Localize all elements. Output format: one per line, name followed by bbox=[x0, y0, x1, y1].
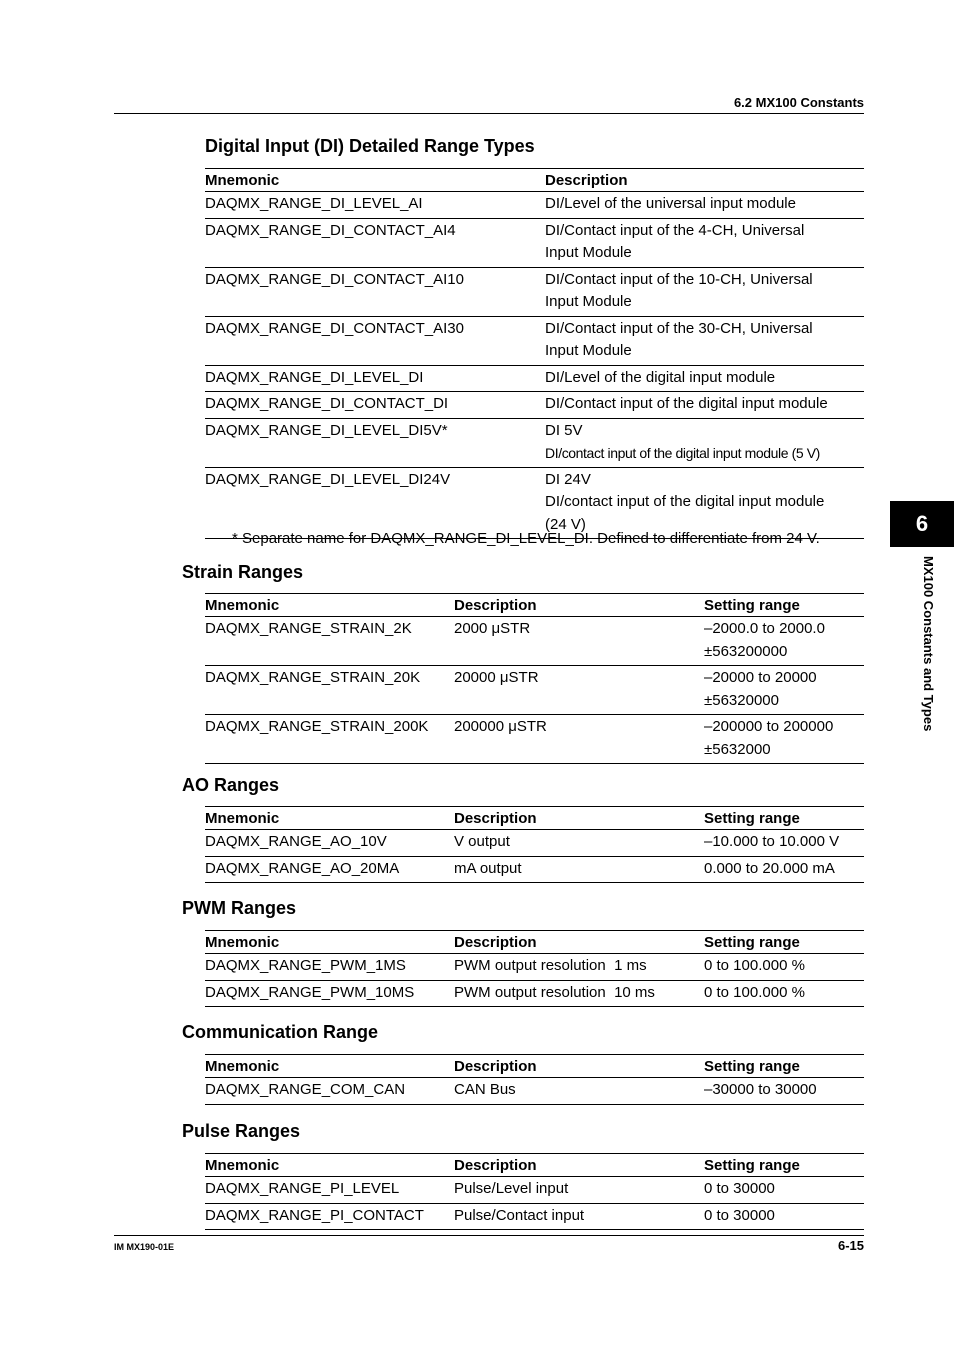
description-cell: CAN Bus bbox=[454, 1078, 704, 1105]
table-header-row bbox=[205, 594, 864, 617]
setting-cell: 0 to 30000 bbox=[704, 1203, 864, 1230]
description-cell bbox=[545, 316, 864, 365]
column-header: Description bbox=[454, 1154, 704, 1177]
column-header: Setting range bbox=[704, 1055, 864, 1078]
pwm-table bbox=[205, 930, 864, 1007]
column-header: Description bbox=[545, 169, 864, 192]
column-header: Description bbox=[454, 594, 704, 617]
chapter-side-label: MX100 Constants and Types bbox=[921, 556, 936, 732]
description-cell: DI/Level of the digital input module bbox=[545, 365, 864, 392]
column-header: Mnemonic bbox=[205, 594, 454, 617]
document-id: IM MX190-01E bbox=[114, 1242, 175, 1252]
mnemonic-cell: DAQMX_RANGE_AO_20MA bbox=[205, 856, 454, 883]
communication-table bbox=[205, 1054, 864, 1105]
description-cell bbox=[545, 267, 864, 316]
description-cell: PWM output resolution 10 ms bbox=[454, 980, 704, 1007]
column-header: Setting range bbox=[704, 594, 864, 617]
table-row bbox=[205, 617, 864, 666]
chapter-tab: 6 bbox=[890, 501, 954, 547]
strain-section-title: Strain Ranges bbox=[182, 562, 304, 582]
setting-cell bbox=[704, 715, 864, 764]
table-header-row bbox=[205, 169, 864, 192]
table-header-row bbox=[205, 1055, 864, 1078]
table-row bbox=[205, 666, 864, 715]
column-header: Mnemonic bbox=[205, 931, 454, 954]
table-row bbox=[205, 954, 864, 981]
table-row bbox=[205, 715, 864, 764]
ao-section-title: AO Ranges bbox=[182, 775, 280, 795]
footnote: * Separate name for DAQMX_RANGE_DI_LEVEL_DI. Defined to differentiate from 24 V. bbox=[232, 530, 820, 547]
di-section-title: Digital Input (DI) Detailed Range Types bbox=[205, 136, 535, 156]
page-number: 6-15 bbox=[837, 1238, 864, 1253]
description-line: DI/contact input of the digital input module bbox=[545, 493, 825, 510]
table-row bbox=[205, 1177, 864, 1204]
column-header: Mnemonic bbox=[205, 1055, 454, 1078]
table-row bbox=[205, 267, 864, 316]
setting-line: –20000 to 20000 bbox=[704, 669, 817, 686]
mnemonic-cell: DAQMX_RANGE_STRAIN_200K bbox=[205, 715, 454, 764]
table-row bbox=[205, 830, 864, 857]
mnemonic-cell: DAQMX_RANGE_COM_CAN bbox=[205, 1078, 454, 1105]
description-cell: V output bbox=[454, 830, 704, 857]
description-line: DI/contact input of the digital input module (5 V) bbox=[545, 445, 820, 461]
pulse-table bbox=[205, 1153, 864, 1230]
mnemonic-cell: DAQMX_RANGE_PWM_10MS bbox=[205, 980, 454, 1007]
description-cell bbox=[545, 467, 864, 539]
description-line: DI/Contact input of the 30-CH, Universal bbox=[545, 319, 813, 337]
description-line: DI/Contact input of the 4-CH, Universal bbox=[545, 221, 805, 239]
description-cell: DI/Level of the universal input module bbox=[545, 192, 864, 219]
description-line: (24 V) bbox=[545, 515, 586, 533]
table-row bbox=[205, 856, 864, 883]
setting-cell: 0 to 30000 bbox=[704, 1177, 864, 1204]
column-header: Description bbox=[454, 1055, 704, 1078]
table-header-row bbox=[205, 1154, 864, 1177]
mnemonic-cell: DAQMX_RANGE_DI_CONTACT_AI4 bbox=[205, 218, 545, 267]
column-header: Mnemonic bbox=[205, 169, 545, 192]
setting-cell: 0 to 100.000 % bbox=[704, 954, 864, 981]
pwm-section-title: PWM Ranges bbox=[182, 898, 297, 918]
mnemonic-cell: DAQMX_RANGE_PI_LEVEL bbox=[205, 1177, 454, 1204]
column-header: Setting range bbox=[704, 931, 864, 954]
setting-cell: –30000 to 30000 bbox=[704, 1078, 864, 1105]
mnemonic-cell: DAQMX_RANGE_DI_CONTACT_DI bbox=[205, 392, 545, 419]
description-line: Input Module bbox=[545, 293, 632, 310]
setting-line: –2000.0 to 2000.0 bbox=[704, 620, 825, 637]
mnemonic-cell: DAQMX_RANGE_PI_CONTACT bbox=[205, 1203, 454, 1230]
description-cell: PWM output resolution 1 ms bbox=[454, 954, 704, 981]
mnemonic-cell: DAQMX_RANGE_DI_LEVEL_DI24V bbox=[205, 467, 545, 539]
column-header: Description bbox=[454, 807, 704, 830]
description-line: DI/Contact input of the 10-CH, Universal bbox=[545, 270, 813, 288]
column-header: Setting range bbox=[704, 1154, 864, 1177]
setting-line: –200000 to 200000 bbox=[704, 718, 834, 735]
table-row bbox=[205, 365, 864, 392]
mnemonic-cell: DAQMX_RANGE_AO_10V bbox=[205, 830, 454, 857]
setting-cell bbox=[704, 666, 864, 715]
description-cell: DI/Contact input of the digital input module bbox=[545, 392, 864, 419]
description-line: DI 5V bbox=[545, 421, 583, 439]
table-header-row bbox=[205, 931, 864, 954]
column-header: Mnemonic bbox=[205, 1154, 454, 1177]
description-cell: mA output bbox=[454, 856, 704, 883]
description-cell: Pulse/Level input bbox=[454, 1177, 704, 1204]
description-cell bbox=[545, 418, 864, 467]
table-row bbox=[205, 1078, 864, 1105]
table-row bbox=[205, 192, 864, 219]
table-header-row bbox=[205, 807, 864, 830]
column-header: Mnemonic bbox=[205, 807, 454, 830]
mnemonic-cell: DAQMX_RANGE_DI_LEVEL_DI5V* bbox=[205, 418, 545, 467]
description-line: Input Module bbox=[545, 244, 632, 261]
strain-table bbox=[205, 593, 864, 764]
table-row bbox=[205, 218, 864, 267]
mnemonic-cell: DAQMX_RANGE_STRAIN_20K bbox=[205, 666, 454, 715]
description-cell: Pulse/Contact input bbox=[454, 1203, 704, 1230]
page-footer bbox=[114, 1235, 864, 1253]
setting-cell bbox=[704, 617, 864, 666]
setting-cell: 0 to 100.000 % bbox=[704, 980, 864, 1007]
pulse-section-title: Pulse Ranges bbox=[182, 1121, 301, 1141]
page-header bbox=[114, 95, 864, 114]
mnemonic-cell: DAQMX_RANGE_DI_LEVEL_DI bbox=[205, 365, 545, 392]
setting-cell: –10.000 to 10.000 V bbox=[704, 830, 864, 857]
di-table bbox=[205, 168, 864, 539]
mnemonic-cell: DAQMX_RANGE_STRAIN_2K bbox=[205, 617, 454, 666]
communication-section-title: Communication Range bbox=[182, 1022, 379, 1042]
description-cell: 20000 μSTR bbox=[454, 666, 704, 715]
mnemonic-cell: DAQMX_RANGE_DI_CONTACT_AI30 bbox=[205, 316, 545, 365]
column-header: Setting range bbox=[704, 807, 864, 830]
table-row bbox=[205, 980, 864, 1007]
table-row bbox=[205, 316, 864, 365]
table-row bbox=[205, 1203, 864, 1230]
ao-table bbox=[205, 806, 864, 883]
description-cell: 200000 μSTR bbox=[454, 715, 704, 764]
table-row bbox=[205, 418, 864, 467]
mnemonic-cell: DAQMX_RANGE_DI_CONTACT_AI10 bbox=[205, 267, 545, 316]
table-row bbox=[205, 392, 864, 419]
setting-line: ±5632000 bbox=[704, 740, 771, 758]
table-row bbox=[205, 467, 864, 539]
setting-line: ±563200000 bbox=[704, 642, 788, 660]
column-header: Description bbox=[454, 931, 704, 954]
setting-line: ±56320000 bbox=[704, 691, 779, 709]
section-title: 6.2 MX100 Constants bbox=[733, 95, 864, 110]
mnemonic-cell: DAQMX_RANGE_DI_LEVEL_AI bbox=[205, 192, 545, 219]
setting-cell: 0.000 to 20.000 mA bbox=[704, 856, 864, 883]
description-line: Input Module bbox=[545, 342, 632, 359]
description-line: DI 24V bbox=[545, 470, 591, 488]
mnemonic-cell: DAQMX_RANGE_PWM_1MS bbox=[205, 954, 454, 981]
description-cell: 2000 μSTR bbox=[454, 617, 704, 666]
description-cell bbox=[545, 218, 864, 267]
